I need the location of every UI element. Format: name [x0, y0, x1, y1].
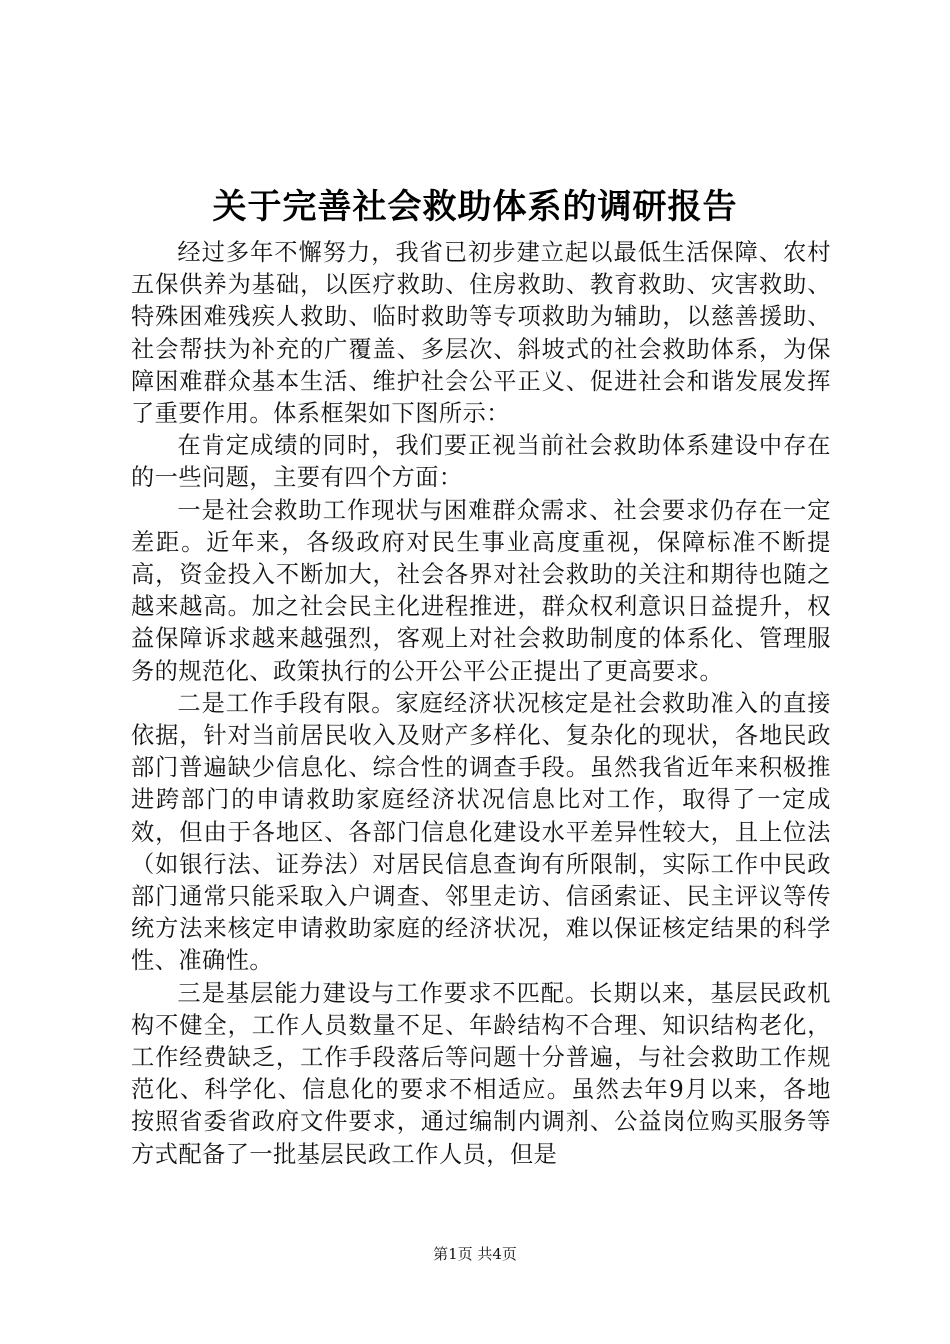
paragraph-problem-two: 二是工作手段有限。家庭经济状况核定是社会救助准入的直接依据，针对当前居民收入及财产多样化、复杂化的现状，各地民政部门普遍缺少信息化、综合性的调查手段。虽然我省近年来积极推进跨部门的申请救助家庭经济状况信息比对工作，取得了一定成效，但由于各地区、各部门信息化建设水平差异性较大，且上位法（如银行法、证券法）对居民信息查询有所限制，实际工作中民政部门通常只能采取入户调查、邻里走访、信函索证、民主评议等传统方法来核定申请救助家庭的经济状况，难以保证核定结果的科学性、准确性。	[131, 689, 831, 975]
paragraph-problem-three: 三是基层能力建设与工作要求不匹配。长期以来，基层民政机构不健全，工作人员数量不足、年龄结构不合理、知识结构老化，工作经费缺乏，工作手段落后等问题十分普遍，与社会救助工作规范化、科学化、信息化的要求不相适应。虽然去年9月以来，各地按照省委省政府文件要求，通过编制内调剂、公益岗位购买服务等方式配备了一批基层民政工作人员，但是	[131, 979, 831, 1168]
paragraph-problem-one: 一是社会救助工作现状与困难群众需求、社会要求仍存在一定差距。近年来，各级政府对民生事业高度重视，保障标准不断提高，资金投入不断加大，社会各界对社会救助的关注和期待也随之越来越高。加之社会民主化进程推进，群众权利意识日益提升，权益保障诉求越来越强烈，客观上对社会救助制度的体系化、管理服务的规范化、政策执行的公开公平公正提出了更高要求。	[131, 496, 831, 685]
document-body	[131, 237, 831, 1171]
page-number-footer: 第1页 共4页	[433, 1245, 517, 1263]
paragraph-problems-overview: 在肯定成绩的同时，我们要正视当前社会救助体系建设中存在的一些问题，主要有四个方面：	[131, 432, 831, 492]
document-title: 关于完善社会救助体系的调研报告	[212, 187, 738, 227]
paragraph-intro: 经过多年不懈努力，我省已初步建立起以最低生活保障、农村五保供养为基础，以医疗救助、住房救助、教育救助、灾害救助、特殊困难残疾人救助、临时救助等专项救助为辅助，以慈善援助、社会帮扶为补充的广覆盖、多层次、斜坡式的社会救助体系，为保障困难群众基本生活、维护社会公平正义、促进社会和谐发展发挥了重要作用。体系框架如下图所示：	[131, 239, 831, 428]
